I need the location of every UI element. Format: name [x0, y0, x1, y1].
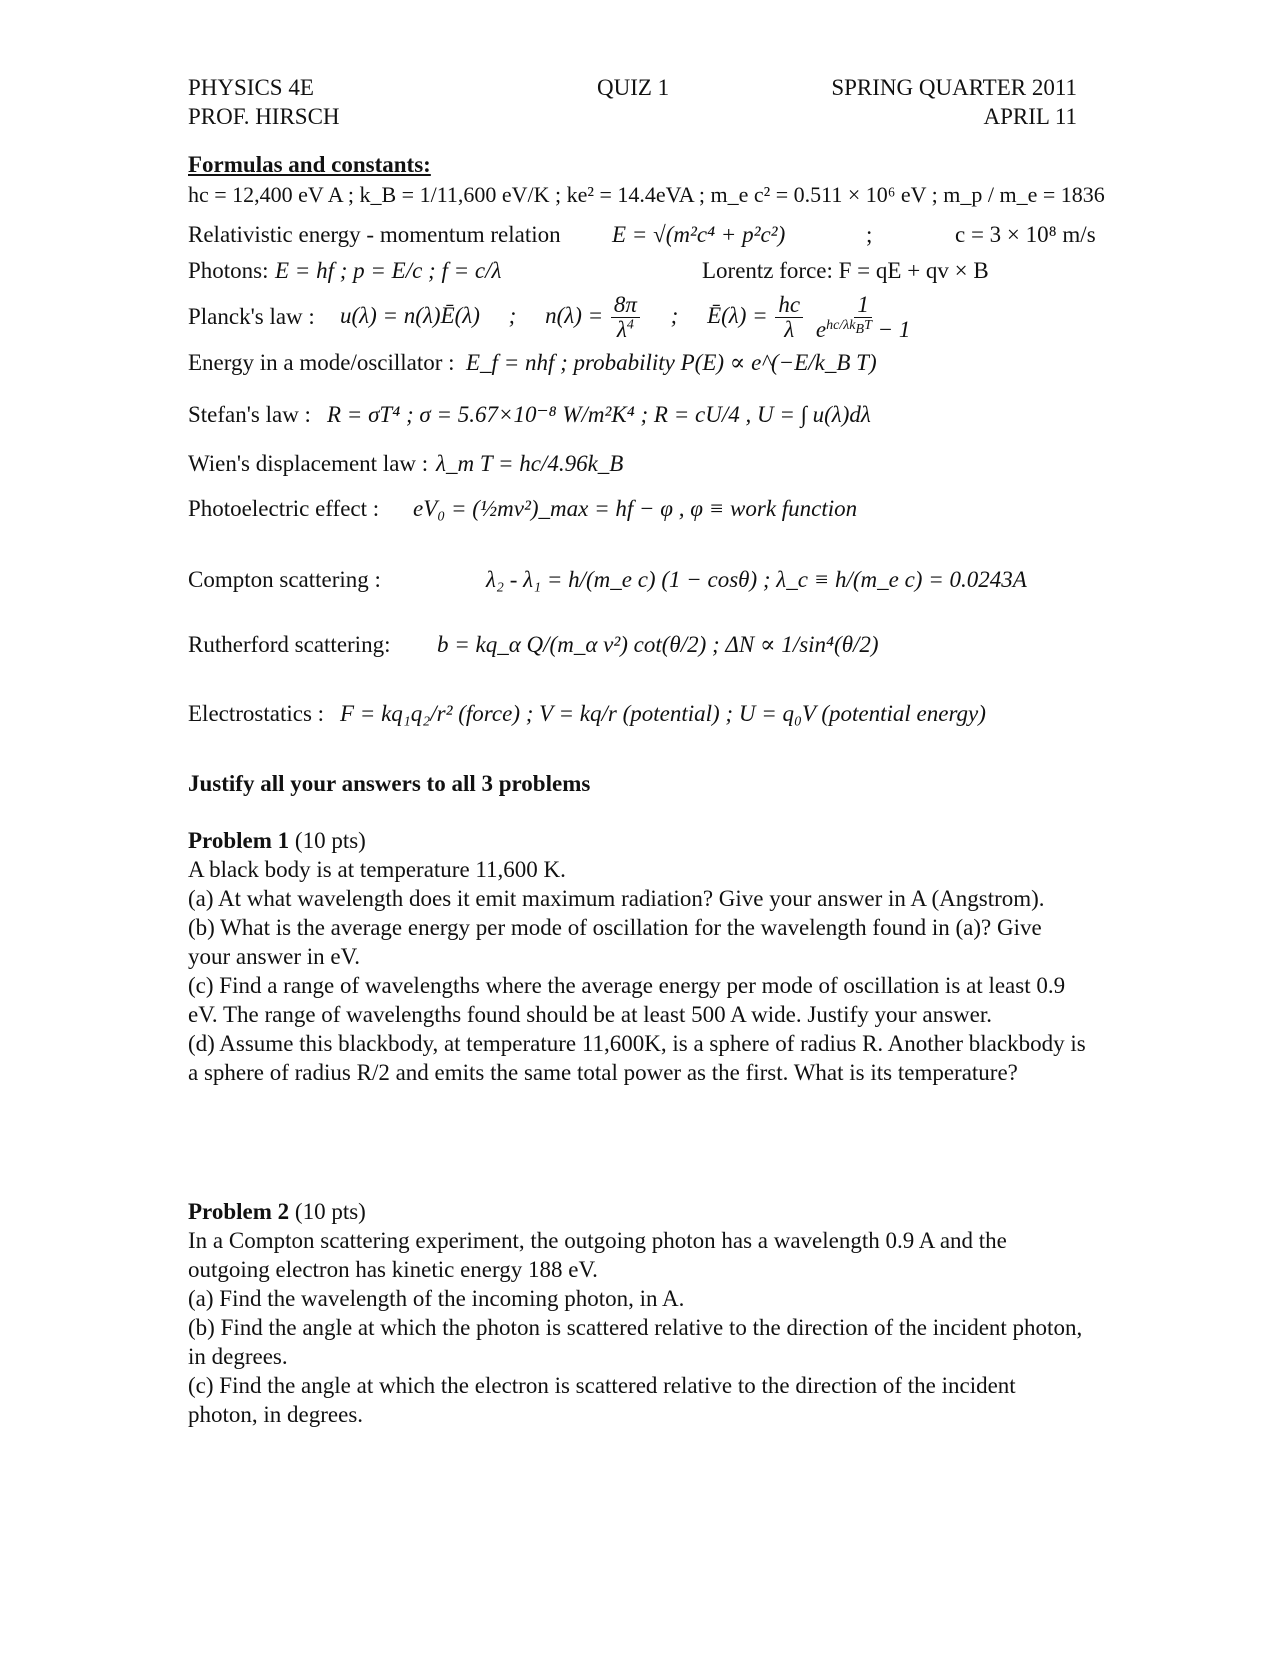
constants-line: hc = 12,400 eV A ; k_B = 1/11,600 eV/K ; ke² = 14.4eVA ; m_e c² = 0.511 × 10⁶ eV ; m_p / m_e = 1836: [188, 182, 1105, 207]
problem-2: [188, 1197, 1088, 1429]
problem-1-part-d: (d) Assume this blackbody, at temperature 11,600K, is a sphere of radius R. Another blackbody is a sphere of radius R/2 and emits the same total power as the first. What is its temperature?: [188, 1031, 1086, 1085]
problem-1-line: A black body is at temperature 11,600 K.: [188, 857, 566, 882]
problem-1-points: (10 pts): [294, 828, 366, 853]
term-label: SPRING QUARTER 2011: [831, 75, 1077, 100]
speed-of-light: c = 3 × 10⁸ m/s: [955, 222, 1096, 247]
photons-label: Photons:: [188, 258, 269, 283]
quiz-date: APRIL 11: [983, 104, 1077, 129]
planck-label: Planck's law :: [188, 304, 315, 329]
professor-name: PROF. HIRSCH: [188, 104, 340, 129]
stefan-label: Stefan's law :: [188, 402, 311, 427]
course-title: PHYSICS 4E: [188, 75, 314, 100]
problem-1-part-c: (c) Find a range of wavelengths where the average energy per mode of oscillation is at least 0.9 eV. The range of wavelengths found should be at least 500 A wide. Justify your answer.: [188, 973, 1066, 1027]
electrostatics-formula: F = kq₁q₂/r² (force) ; V = kq/r (potential) ; U = q₀V (potential energy): [340, 701, 986, 726]
compton-label: Compton scattering :: [188, 567, 381, 592]
problem-1-part-a: (a) At what wavelength does it emit maximum radiation? Give your answer in A (Angstrom).: [188, 886, 1045, 911]
problem-2-points: (10 pts): [294, 1199, 366, 1224]
compton-formula: λ₂ - λ₁ = h/(m_e c) (1 − cosθ) ; λ_c ≡ h/(m_e c) = 0.0243A: [486, 567, 1027, 592]
photoelectric-label: Photoelectric effect :: [188, 496, 380, 521]
separator: ;: [866, 222, 873, 247]
formulas-heading: Formulas and constants:: [188, 152, 431, 177]
energy-mode-label: Energy in a mode/oscillator :: [188, 350, 455, 375]
problem-1: [188, 826, 1088, 1087]
rutherford-label: Rutherford scattering:: [188, 632, 391, 657]
electrostatics-label: Electrostatics :: [188, 701, 325, 726]
problem-2-part-a: (a) Find the wavelength of the incoming photon, in A.: [188, 1286, 685, 1311]
rutherford-formula: b = kq_α Q/(m_α v²) cot(θ/2) ; ΔN ∝ 1/sin⁴(θ/2): [437, 632, 879, 657]
relativistic-formula: E = √(m²c⁴ + p²c²): [612, 222, 786, 247]
instructions: Justify all your answers to all 3 problems: [188, 771, 591, 796]
problem-2-part-c: (c) Find the angle at which the electron is scattered relative to the direction of the incident photon, in degrees.: [188, 1373, 1016, 1427]
wien-label: Wien's displacement law :: [188, 451, 429, 476]
photons-formula: E = hf ; p = E/c ; f = c/λ: [275, 258, 502, 283]
planck-formula: u(λ) = n(λ)Ē(λ) ; n(λ) = $\frac{8\pi}{\lambda^4}$ ; Ē(λ) = $\frac{hc}{\lambda}$ $\frac{1}{e^{hc/\lambda k_BT} - 1}$: [340, 292, 911, 343]
quiz-title: QUIZ 1: [597, 75, 670, 100]
problem-1-part-b: (b) What is the average energy per mode of oscillation for the wavelength found in (a)? Give your answer in eV.: [188, 915, 1042, 969]
problem-1-title: Problem 1: [188, 828, 290, 853]
problem-2-intro: In a Compton scattering experiment, the outgoing photon has a wavelength 0.9 A and the outgoing electron has kinetic energy 188 eV.: [188, 1228, 1007, 1282]
problem-2-title: Problem 2: [188, 1199, 290, 1224]
problem-2-part-b: (b) Find the angle at which the photon is scattered relative to the direction of the incident photon, in degrees.: [188, 1315, 1083, 1369]
energy-mode-formula: E_f = nhf ; probability P(E) ∝ e^(−E/k_B T): [466, 350, 877, 375]
photoelectric-formula: eV₀ = (½mv²)_max = hf − φ , φ ≡ work function: [413, 496, 858, 521]
lorentz-force: Lorentz force: F = qE + qv × B: [702, 258, 989, 283]
relativistic-label: Relativistic energy - momentum relation: [188, 222, 561, 247]
stefan-formula: R = σT⁴ ; σ = 5.67×10⁻⁸ W/m²K⁴ ; R = cU/4 , U = ∫ u(λ)dλ: [327, 402, 871, 427]
wien-formula: λ_m T = hc/4.96k_B: [436, 451, 624, 476]
